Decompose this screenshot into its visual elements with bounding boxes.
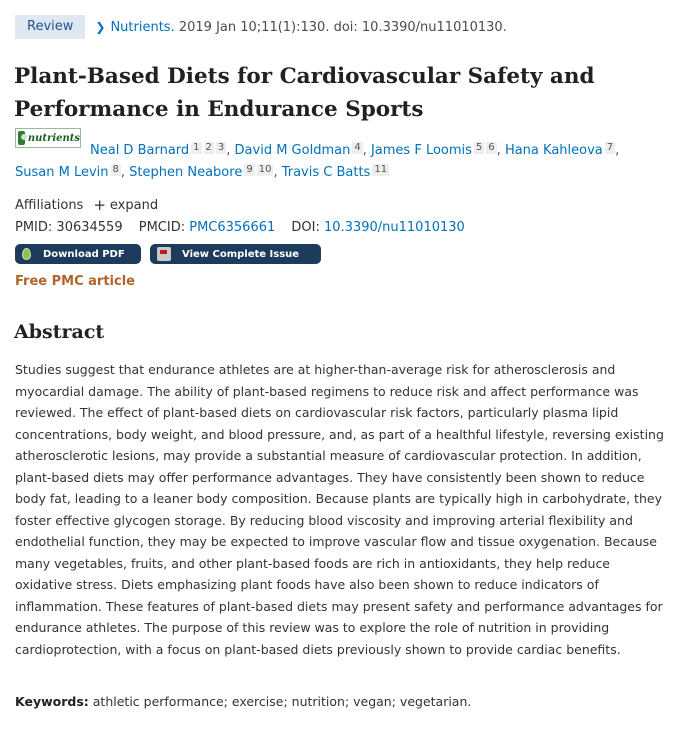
pmid-value: 30634559: [56, 220, 123, 235]
author-link[interactable]: David M Goldman: [234, 143, 351, 158]
affiliation-ref[interactable]: 7: [606, 142, 614, 153]
author-link[interactable]: Travis C Batts: [281, 165, 371, 180]
doi-label: DOI:: [291, 220, 320, 235]
keywords: [15, 694, 471, 709]
keywords-text: athletic performance; exercise; nutrition; vegan; vegetarian.: [92, 694, 472, 709]
author-link[interactable]: Neal D Barnard: [90, 143, 190, 158]
affiliation-ref[interactable]: 3: [217, 142, 225, 153]
pmcid-link[interactable]: PMC6356661: [189, 220, 276, 235]
author-link[interactable]: Susan M Levin: [15, 165, 109, 180]
affiliation-ref[interactable]: 10: [258, 164, 272, 175]
abstract-text: Studies suggest that endurance athletes are at higher-than-average risk for atherosclerosis and myocardial damage. The ability of plant-based regimens to reduce risk and affect performance was reviewed. The effect of plant-based diets on cardiovascular risk factors, particularly plasma lipid concentrations, body weight, and blood pressure, and, as part of a healthful lifestyle, reversing existing atherosclerotic lesions, may provide a substantial measure of cardiovascular protection. In addition, plant-based diets may offer performance advantages. They have consistently been shown to reduce body fat, leading to a leaner body composition. Because plants are typically high in carbohydrate, they foster effective glycogen storage. By reducing blood viscosity and improving arterial flexibility and endothelial function, they may be expected to improve vascular flow and tissue oxygenation. Because many vegetables, fruits, and other plant-based foods are rich in antioxidants, they help reduce oxidative stress. Diets emphasizing plant foods have also been shown to reduce indicators of inflammation. These features of plant-based diets may present safety and performance advantages for endurance athletes. The purpose of this review was to explore the role of nutrition in providing cardioprotection, with a focus on plant-based diets previously shown to provide cardiac benefits.: [15, 362, 664, 657]
author-link[interactable]: James F Loomis: [370, 143, 472, 158]
issue-icon: [157, 247, 171, 261]
expand-label: expand: [109, 197, 159, 213]
doi-link[interactable]: 10.3390/nu11010130: [324, 220, 465, 235]
pdf-icon: [22, 248, 31, 260]
download-pdf-label: Download PDF: [43, 248, 125, 260]
pmcid-label: PMCID:: [138, 220, 186, 235]
keywords-label: Keywords:: [15, 694, 89, 709]
affiliation-ref[interactable]: 6: [488, 142, 495, 153]
abstract-heading: Abstract: [14, 321, 105, 343]
citation-row: [15, 15, 507, 39]
author-link[interactable]: Hana Kahleova: [504, 143, 603, 158]
citation: [95, 20, 506, 35]
affiliations-toggle[interactable]: [15, 196, 158, 214]
citation-details: 2019 Jan 10;11(1):130. doi: 10.3390/nu11010130.: [178, 19, 507, 35]
article-type-badge[interactable]: Review: [15, 15, 85, 39]
view-complete-issue-button[interactable]: [150, 244, 321, 264]
view-complete-issue-label: View Complete Issue: [182, 248, 300, 260]
free-pmc-label: Free PMC article: [15, 274, 135, 289]
article-title: Plant-Based Diets for Cardiovascular Safety and Performance in Endurance Sports: [14, 64, 595, 122]
affiliation-ref[interactable]: 9: [246, 164, 253, 175]
identifiers: [15, 220, 465, 235]
affiliation-ref[interactable]: 11: [374, 164, 388, 175]
author-list: Neal D Barnard 1 2 3 , David M Goldman 4 , James F Loomis 5 6 , Hana Kahleova 7 , Susan M Levin 8 , Stephen Neabore 9 10 , Travis C Batts 11: [15, 142, 620, 180]
download-pdf-button[interactable]: [15, 244, 141, 264]
affiliation-ref[interactable]: 5: [475, 142, 483, 153]
pmid-label: PMID:: [15, 220, 53, 235]
chevron-right-icon: ❯: [95, 20, 106, 34]
journal-logo-text: nutrients: [27, 132, 80, 144]
author-link[interactable]: Stephen Neabore: [129, 165, 243, 180]
affiliations-label: Affiliations: [15, 197, 84, 213]
affiliation-ref[interactable]: 1: [193, 142, 200, 153]
plus-icon: +: [93, 196, 106, 214]
affiliation-ref[interactable]: 2: [205, 142, 212, 153]
journal-link[interactable]: Nutrients.: [110, 19, 175, 35]
affiliation-ref[interactable]: 8: [112, 164, 119, 175]
affiliation-ref[interactable]: 4: [354, 142, 361, 153]
